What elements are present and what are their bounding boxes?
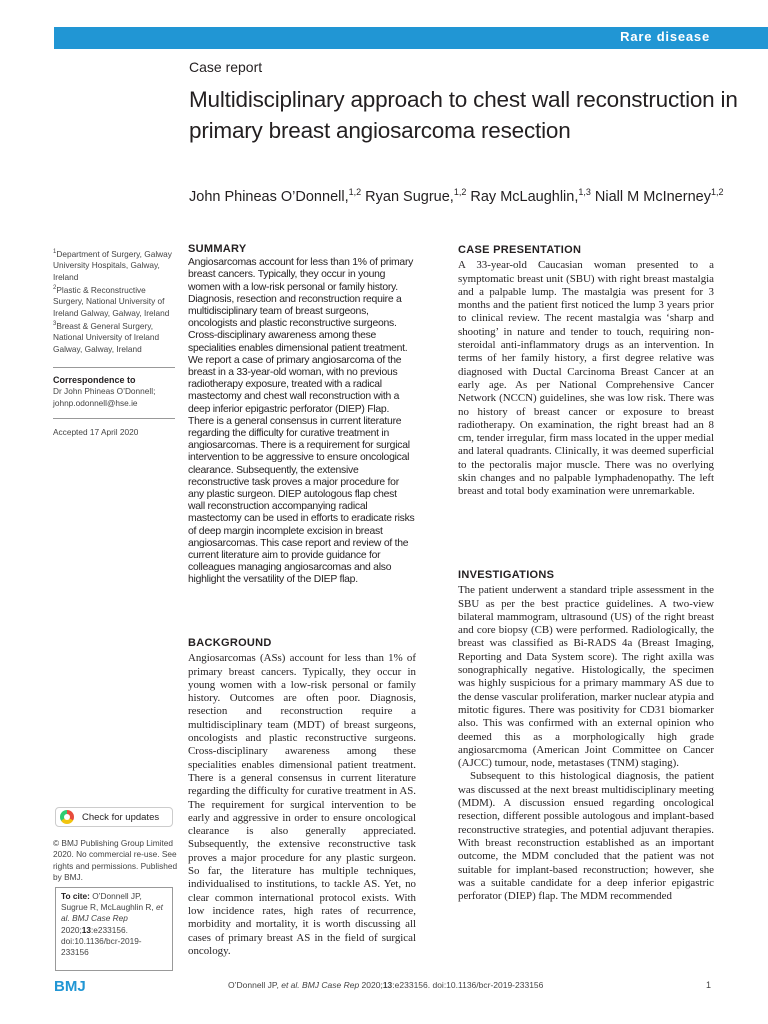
correspondence-email[interactable]: johnp.odonnell@hse.ie [53, 397, 138, 408]
citation-label: To cite: [61, 891, 90, 901]
article-type: Case report [189, 59, 263, 75]
affiliation-text: Breast & General Surgery, National University of Ireland Galway, Galway, Ireland [53, 320, 160, 354]
summary-heading: SUMMARY [188, 243, 247, 255]
affiliation-item [53, 283, 178, 319]
author-affiliation: 1,2 [453, 187, 467, 197]
citation-doi: :e233156. doi:10.1136/bcr-2019-233156 [61, 924, 142, 958]
background-heading: BACKGROUND [188, 637, 272, 649]
page-number: 1 [706, 980, 712, 990]
affiliation-number: 3 [53, 320, 57, 327]
citation-box [55, 887, 173, 971]
citation-volume: 13 [81, 924, 91, 935]
affiliation-text: Department of Surgery, Galway University Hospitals, Galway, Ireland [53, 248, 172, 282]
accepted-date: Accepted 17 April 2020 [53, 427, 139, 437]
summary-section [188, 243, 416, 587]
affiliation-item [53, 247, 178, 283]
case-presentation-section [458, 244, 714, 499]
author-name: Ryan Sugrue, [365, 188, 454, 205]
footer-citation [228, 980, 543, 990]
footer-citation-text: 2020; [359, 980, 383, 990]
check-for-updates-button[interactable] [55, 807, 173, 827]
footer-doi: :e233156. doi:10.1136/bcr-2019-233156 [392, 980, 544, 990]
affiliation-item [53, 319, 178, 355]
citation-text: 2020; [61, 924, 82, 935]
investigations-text: Subsequent to this histological diagnosis, the patient was discussed at the next breast multidisciplinary meeting (MDM). A discussion ensued regarding oncological resection, different possible autologous and implant-based reconstructive strategies, and potential adjuvant therapies. With breast reconstruction established as an important outcome, the MDM concluded that the patient was not suitable for implant-based reconstruction; however, she was a suitable candidate for a deep inferior epigastric perforator (DIEP) flap. The MDM recommended [458, 770, 714, 903]
affiliation-number: 1 [53, 249, 57, 255]
section-banner [54, 27, 768, 49]
copyright-notice: © BMJ Publishing Group Limited 2020. No commercial re-use. See rights and permissions. Published by BMJ. [53, 838, 178, 883]
author-list [189, 187, 723, 205]
investigations-text: The patient underwent a standard triple assessment in the SBU as per the best practice guidelines. A two-view bilateral mammogram, ultrasound (US) of the right breast and core biopsy (CB) were performed. Radiologically, the breast was classified as Bi-RADS 4a (Breast Imaging, Reporting and Data System score). The right axilla was sonographically negative. Histologically, the specimen was highly suspicious for a primary mammary AS due to the dense vascular proliferation, marker nuclear atypia and mitotic figures. There was positivity for CD31 biomarker also. This was confirmed with an external opinion who deemed this as a morphologically high grade angiosarcmoma (American Joint Committee on Cancer (AJCC) tumour, node, metastases (TNM) staging). [458, 584, 714, 770]
author-name: Niall M McInerney [594, 188, 711, 205]
article-title: Multidisciplinary approach to chest wall reconstruction in primary breast angiosarcoma resection [189, 87, 738, 143]
crossmark-icon [60, 810, 74, 824]
footer-citation-text: O’Donnell JP, [228, 980, 282, 990]
case-presentation-text: A 33-year-old Caucasian woman presented to a symptomatic breast unit (SBU) with right breast mastalgia and a palpable lump. The mastalgia was present for 3 months and the patient first noticed the lump 3 years prior to clinical review. The recent mastalgia was ‘sharp and shooting’ in nature and tender to touch, requiring non-steroidal anti-inflammatory drugs as an intervention. In terms of her family history, a first degree relative was diagnosed with Ductal Carcinoma Breast Cancer at an early age. As per National Comprehensive Cancer Network (NCCN) guidelines, she was low risk. There was no history of breast cancer or exposure to breast radiotherapy. On examination, the right breast had an 8 cm, tender irregular, firm mass located in the upper medial and lateral quadrants. Clinically, it was deemed superficial to the pectoralis major muscle. There was no overlying skin changes and no palpable lymphadenopathy. The left breast and total body examination were unremarkable. [458, 259, 714, 498]
case-presentation-heading: CASE PRESENTATION [458, 244, 582, 256]
affiliation-text: Plastic & Reconstructive Surgery, National University of Ireland Galway, Galway, Ireland [53, 284, 170, 318]
correspondence [53, 375, 178, 409]
correspondence-name: Dr John Phineas O’Donnell; [53, 386, 156, 397]
footer-journal: et al. BMJ Case Rep [281, 980, 360, 990]
background-text: Angiosarcomas (ASs) account for less than 1% of primary breast cancers. Typically, they occur in young women with a low-risk personal or family history. Outcomes are often poor. Diagnosis, resection and reconstruction require a multidisciplinary team (MDT) of breast surgeons, oncologists and plastic reconstructive surgeons. Cross-disciplinary awareness among these specialities enables dimensional patient treatment. There is a general consensus in current literature regarding the difficulty for curative treatment in AS. The requirement for surgical intervention to be early and aggressive in order to ensure oncological clearance is also generally appreciated. Subsequently, the extensive reconstructive task proves a major procedure for any plastic surgeon. So far, the literature has multiple techniques, individualised to institutions, to tackle AS. Yet, no clear common international protocol exists. With low incidence rates, high rates of recurrence, morbidity and mortality, it is worth discussing all cases of primary breast AS in the field of surgical oncology. [188, 652, 416, 957]
sidebar-divider [53, 418, 175, 419]
section-label: Rare disease [620, 29, 710, 44]
background-section [188, 637, 416, 958]
citation-journal: et al. BMJ Case Rep [61, 902, 163, 924]
sidebar-divider [53, 367, 175, 368]
correspondence-heading: Correspondence to [53, 375, 136, 385]
check-for-updates-label: Check for updates [82, 812, 160, 823]
author-affiliation: 1,2 [710, 187, 724, 197]
investigations-section [458, 569, 714, 903]
bmj-logo: BMJ [54, 978, 86, 995]
author-affiliation: 1,2 [348, 187, 362, 197]
author-affiliation: 1,3 [578, 187, 591, 197]
author-name: Ray McLaughlin, [470, 188, 579, 205]
citation-text: O’Donnell JP, Sugrue R, McLaughlin R, [61, 891, 157, 913]
affiliation-number: 2 [53, 284, 57, 291]
summary-text: Angiosarcomas account for less than 1% of primary breast cancers. Typically, they occur in young women with a low-risk personal or family history. Diagnosis, resection and reconstruction require a multidisciplinary team of breast surgeons, oncologists and plastic reconstructive surgeons. Cross-disciplinary awareness among these specialities enables dimensional patient treatment. We report a case of primary angiosarcoma of the breast in a 33-year-old woman, with no previous radiotherapy exposure, treated with a radical mastectomy and chest wall reconstruction with a deep inferior epigastric perforator (DIEP) Flap. There is a general consensus in current literature regarding the difficulty for curative treatment in angiosarcomas. There is a requirement for surgical intervention to be aggressive to ensure oncological clearance. Subsequently, the extensive reconstructive task proves a major procedure for any plastic surgeon. DIEP autologous flap chest wall reconstruction accompanying radical mastectomy can be used in efforts to eradicate risks of deep margin incomplete excision in breast angiosarcomas. This case report and review of the current literature aim to provide guidance for colleagues managing angiosarcomas and also highlight the versatility of the DIEP flap. [188, 257, 415, 586]
footer-volume: 13 [382, 980, 393, 990]
affiliations [53, 247, 178, 355]
investigations-heading: INVESTIGATIONS [458, 569, 555, 581]
author-name: John Phineas O’Donnell, [189, 188, 349, 205]
